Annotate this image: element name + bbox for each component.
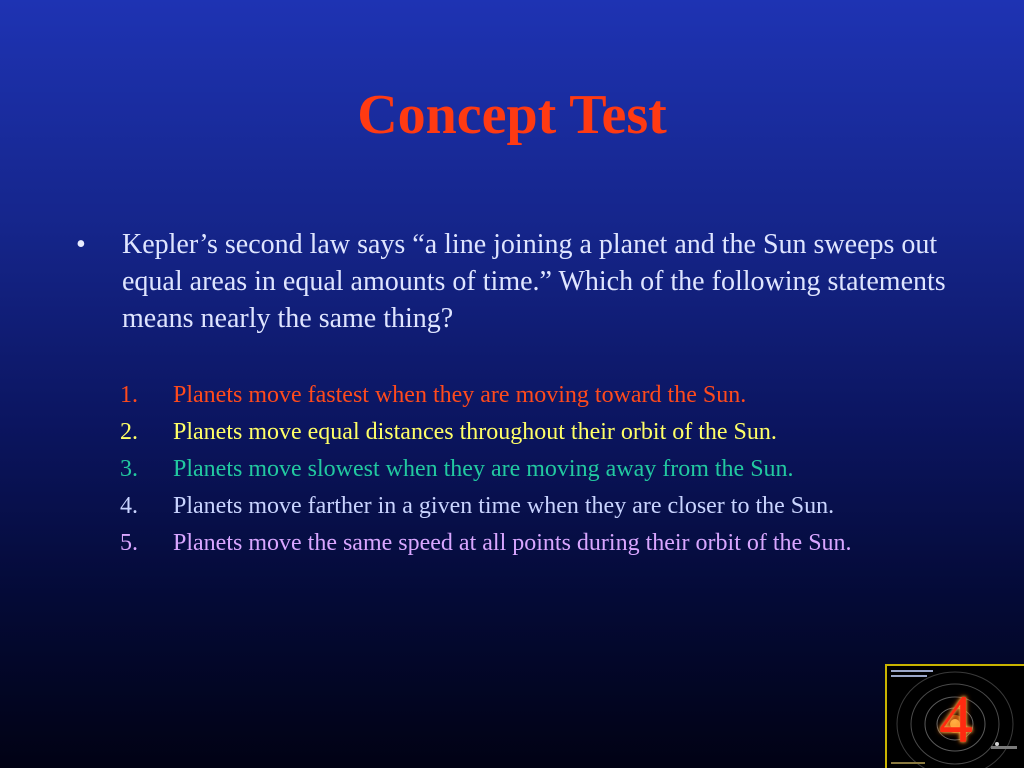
bullet-icon: • [76,229,86,260]
answer-option-4 [120,491,962,522]
option-number: 1. [120,382,138,408]
option-text: Planets move equal distances throughout their orbit of the Sun. [173,419,777,445]
option-number: 4. [120,493,138,519]
bullet-row [72,226,962,337]
option-text: Planets move the same speed at all points during their orbit of the Sun. [173,530,852,556]
option-text: Planets move farther in a given time when they are closer to the Sun. [173,493,835,519]
option-text: Planets move fastest when they are moving toward the Sun. [173,382,747,408]
answer-option-2 [120,417,962,448]
option-number: 3. [120,456,138,482]
answer-option-5 [120,528,962,559]
question-text: Kepler’s second law says “a line joining a planet and the Sun sweeps out equal areas in equal amounts of time.” Which of the following statements means nearly the same thing? [122,229,946,334]
answer-options [120,380,962,565]
answer-option-3 [120,454,962,485]
orbit-thumbnail [885,664,1024,768]
option-number: 2. [120,419,138,445]
slide-number-badge: 4 [939,681,973,757]
slide-title: Concept Test [357,84,667,146]
question-bullet [72,226,962,337]
option-number: 5. [120,530,138,556]
option-text: Planets move slowest when they are moving away from the Sun. [173,456,794,482]
answer-option-1 [120,380,962,411]
